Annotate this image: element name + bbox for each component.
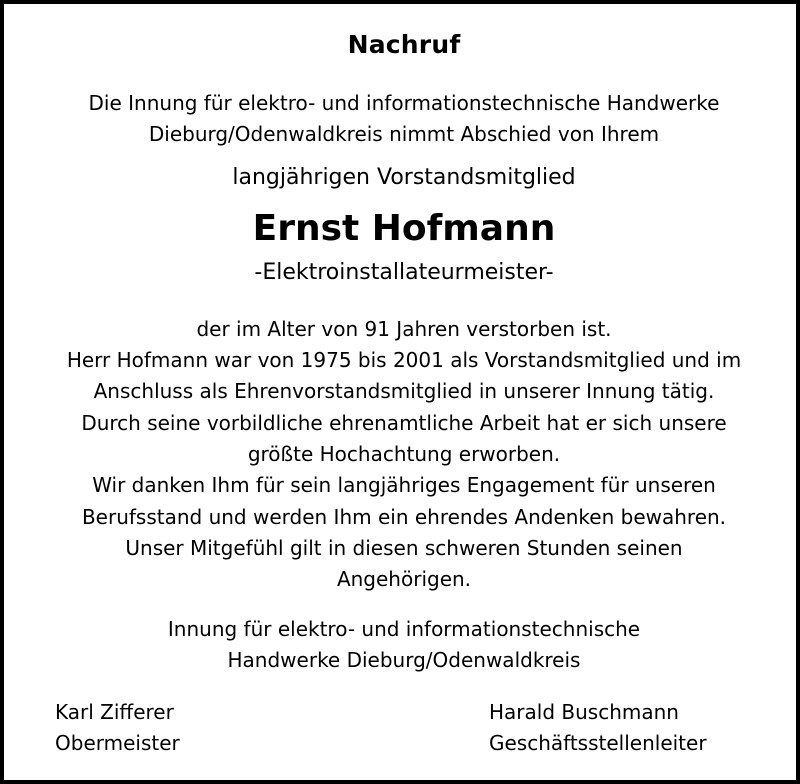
subtitle: langjährigen Vorstandsmitglied (232, 165, 576, 190)
organization-line: Innung für elektro- und informationstechnische (167, 617, 641, 641)
body-line: Herr Hofmann war von 1975 bis 2001 als Vorstandsmitglied und im (66, 348, 742, 372)
body-line: größte Hochachtung erworben. (247, 442, 561, 466)
body-line: der im Alter von 91 Jahren verstorben ist. (196, 317, 612, 341)
profession: -Elektroinstallateurmeister- (254, 260, 554, 285)
body-line: Angehörigen. (336, 567, 472, 591)
organization-line: Handwerke Dieburg/Odenwaldkreis (227, 648, 581, 672)
deceased-name: Ernst Hofmann (252, 208, 556, 249)
signatory-name-left: Karl Zifferer (55, 700, 174, 724)
body-line: Berufsstand und werden Ihm ein ehrendes Andenken bewahren. (81, 505, 727, 529)
intro-line: Die Innung für elektro- und informationstechnische Handwerke (88, 91, 720, 115)
body-line: Durch seine vorbildliche ehrenamtliche Arbeit hat er sich unsere (81, 411, 727, 435)
signatory-role-left: Obermeister (55, 731, 180, 755)
body-line: Wir danken Ihm für sein langjähriges Engagement für unseren (92, 473, 716, 497)
intro-line: Dieburg/Odenwaldkreis nimmt Abschied von Ihrem (148, 122, 660, 146)
signatory-role-right: Geschäftsstellenleiter (489, 731, 707, 755)
body-line: Unser Mitgefühl gilt in diesen schweren Stunden seinen (125, 536, 683, 560)
notice-title: Nachruf (347, 30, 461, 59)
signatory-name-right: Harald Buschmann (489, 700, 679, 724)
body-line: Anschluss als Ehrenvorstandsmitglied in unserer Innung tätig. (93, 379, 715, 403)
